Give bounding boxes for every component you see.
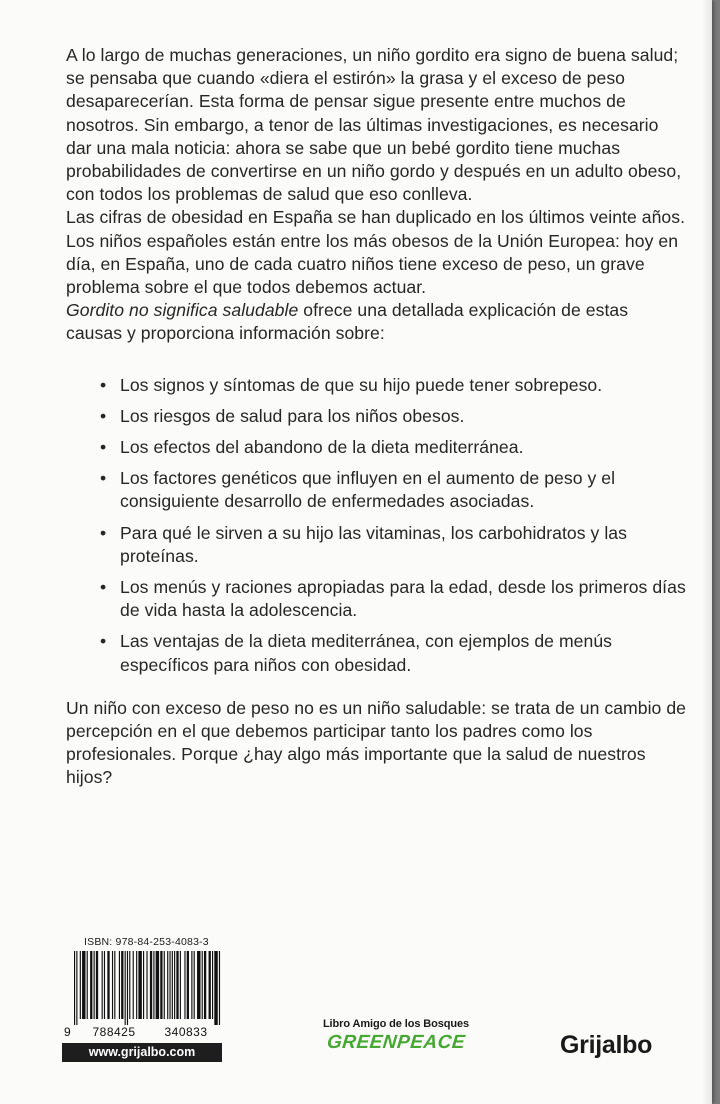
list-item: • Las ventajas de la dieta mediterránea, con ejemplos de menús específicos para niños con obesidad.: [100, 630, 686, 676]
barcode-bar: [114, 951, 115, 1019]
barcode-bar: [187, 951, 189, 1019]
barcode-bar: [143, 951, 144, 1019]
barcode-bar: [146, 951, 147, 1019]
barcode-bar: [136, 951, 137, 1019]
barcode-bar: [209, 951, 211, 1019]
barcode-bar: [104, 951, 105, 1019]
barcode-bar: [125, 951, 126, 1025]
greenpeace-badge: [316, 1018, 476, 1054]
barcode-bar: [87, 951, 88, 1019]
publisher-logo: Grijalbo: [560, 1031, 653, 1059]
list-item: • Los signos y síntomas de que su hijo puede tener sobrepeso.: [100, 374, 686, 397]
barcode-bar: [191, 951, 192, 1019]
barcode-bar: [76, 951, 77, 1025]
list-item: • Los riesgos de salud para los niños obesos.: [100, 405, 686, 428]
list-item: • Los factores genéticos que influyen en el aumento de peso y el consiguiente desarrollo de enfermedades asociadas.: [100, 467, 686, 513]
barcode-bar: [96, 951, 98, 1019]
closing-paragraph: Un niño con exceso de peso no es un niño saludable: se trata de un cambio de percepción en el que debemos participar tanto los padres como los profesionales. Porque ¿hay algo más importante que la salud de nuestros hijos?: [66, 697, 687, 788]
barcode-digits: [62, 1026, 226, 1039]
greenpeace-tagline: Libro Amigo de los Bosques: [322, 1018, 470, 1030]
barcode-bar: [156, 951, 159, 1019]
intro-paragraph: A lo largo de muchas generaciones, un niño gordito era signo de buena salud; se pensaba que cuando «diera el estirón» la grasa y el exceso de peso desaparecerían. Esta forma de pensar sigue presente entre muchos de nosotros. Sin embargo, a tenor de las últimas investigaciones, es necesario dar una mala noticia: ahora se sabe que un bebé gordito tiene muchas probabilidades de convertirse en un niño gordo y después en un adulto obeso, con todos los problemas de salud que eso conlleva.: [66, 45, 682, 205]
barcode-bar: [167, 951, 168, 1019]
book-title: Gordito no significa saludable: [66, 300, 299, 321]
barcode-digit-group-left: 788425: [92, 1025, 136, 1039]
barcode-bar: [214, 951, 217, 1025]
barcode-bar: [127, 951, 128, 1025]
topics-list: [100, 374, 686, 677]
barcode-bar: [153, 951, 154, 1019]
barcode-graphic: [62, 951, 226, 1025]
barcode-bar: [133, 951, 134, 1019]
barcode-bar: [107, 951, 109, 1019]
barcode-bar: [164, 951, 165, 1019]
list-item: • Los efectos del abandono de la dieta mediterránea.: [100, 436, 686, 459]
barcode-bar: [90, 951, 92, 1019]
statistics-paragraph: Las cifras de obesidad en España se han duplicado en los últimos veinte años. Los niños españoles están entre los más obesos de la Unión Europea: hoy en día, en España, uno de cada cuatro niños tiene exceso de peso, un grave problema sobre el que todos debemos actuar.: [66, 207, 686, 298]
blurb: [66, 44, 686, 790]
barcode-bar: [129, 951, 130, 1019]
barcode-bar: [150, 951, 152, 1019]
barcode-bar: [74, 951, 75, 1025]
website-link[interactable]: www.grijalbo.com: [62, 1043, 222, 1062]
overview-text: ofrece una detallada explicación de estas causas y proporciona información sobre:: [66, 300, 629, 344]
barcode-bar: [82, 951, 85, 1019]
barcode-bar: [160, 951, 162, 1019]
barcode-bar: [180, 951, 181, 1019]
overview-paragraph: [66, 299, 686, 345]
barcode-bar: [184, 951, 185, 1019]
isbn-block: [62, 936, 226, 1062]
barcode-bar: [204, 951, 206, 1019]
barcode-bar: [119, 951, 120, 1019]
barcode-bar: [94, 951, 95, 1019]
list-item: • Para qué le sirven a su hijo las vitaminas, los carbohidratos y las proteínas.: [100, 522, 686, 568]
barcode-bar: [121, 951, 123, 1019]
barcode-lead-digit: 9: [64, 1025, 71, 1039]
isbn-label: ISBN: 978-84-253-4083-3: [84, 936, 209, 948]
barcode-bar: [169, 951, 170, 1019]
barcode-bar: [138, 951, 141, 1019]
barcode-bar: [112, 951, 113, 1019]
barcode-bar: [202, 951, 203, 1019]
barcode-bar: [172, 951, 173, 1019]
list-item: • Los menús y raciones apropiadas para la edad, desde los primeros días de vida hasta la adolescencia.: [100, 576, 686, 622]
barcode-bar: [219, 951, 220, 1025]
barcode-digit-group-right: 340833: [164, 1025, 208, 1039]
barcode-bar: [80, 951, 81, 1019]
barcode-bar: [212, 951, 213, 1019]
barcode-bar: [102, 951, 103, 1019]
barcode-bar: [174, 951, 175, 1019]
barcode-bar: [176, 951, 178, 1019]
barcode-bar: [194, 951, 195, 1019]
greenpeace-logo: GREENPEACE: [325, 1032, 467, 1053]
barcode-bar: [197, 951, 200, 1019]
